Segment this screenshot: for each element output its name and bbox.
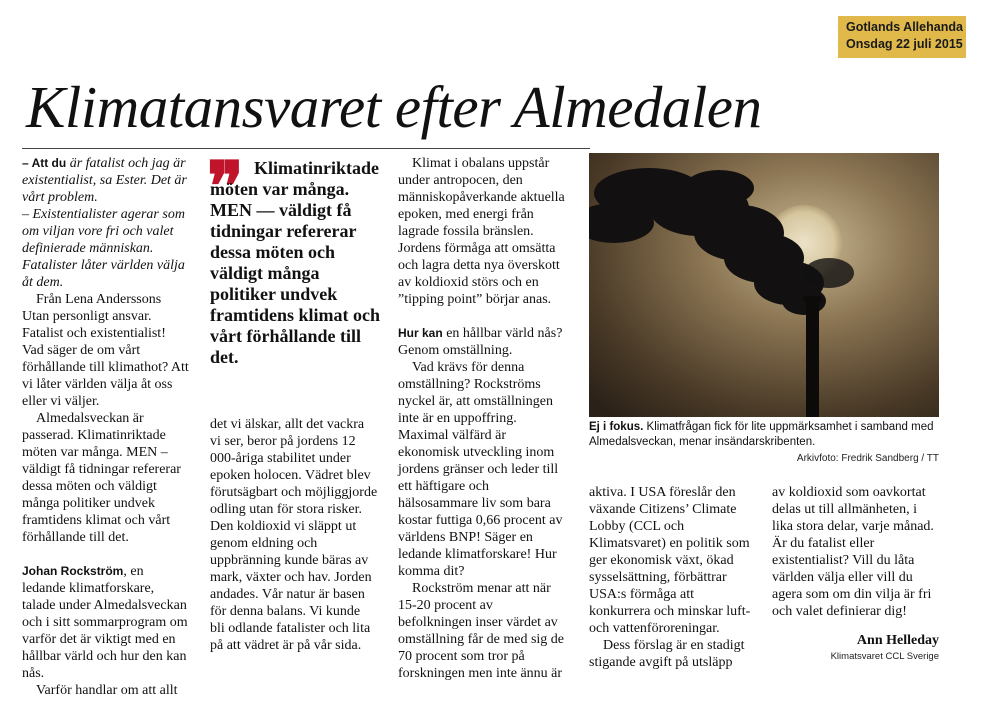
quote-mark-icon: ❞	[207, 149, 244, 225]
body-paragraph	[398, 325, 568, 359]
body-paragraph: det vi älskar, allt det vackra vi ser, beror på jordens 12 000-åriga stabilitet under epoken holocen. Vädret blev förutsägbart och möjliggjorde odling utan för stora risker. Den koldioxid vi släppt ut genom eldning och uppbränning kunde bäras av mark, växter och hav. Jorden andades. Vår natur är basen för denna balans. Vi kunde bli odlande fatalister och lita på att vädret är på vår sida.	[210, 417, 378, 653]
intro-quote-1-text: är fatalist och jag är existentialist, sa Ester. Det är vårt problem.	[22, 156, 187, 205]
masthead-paper-name: Gotlands Allehanda	[846, 20, 963, 34]
paragraph-lead: Hur kan	[398, 326, 443, 340]
body-paragraph: av koldioxid som oavkortat delas ut till allmänheten, i lika stora delar, varje månad. Är du fatalist eller existentialist? Vill du låta världen välja eller vill du agera som om din vilja är fri och valet definierar dig!	[772, 485, 934, 619]
article-headline: Klimatansvaret efter Almedalen	[26, 74, 762, 140]
body-paragraph: Från Lena Anderssons Utan personligt ansvar. Fatalist och existentialist! Vad säger de om vårt förhållande till klimathot? Att vi låter världen välja åt oss eller vi väljer.	[22, 292, 189, 409]
body-paragraph: Almedalsveckan är passerad. Klimatinriktade möten var många. MEN – väldigt få tidningar refererar dessa möten och väldigt många politiker undvek framtidens klimat och vårt förhållande till det.	[22, 411, 181, 545]
smokestack-illustration	[589, 153, 939, 417]
column-5	[772, 484, 939, 620]
paragraph-lead: Johan Rockström	[22, 564, 124, 578]
body-paragraph: Rockström menar att när 15-20 procent av befolkningen inser värdet av omställning får de med sig de 70 procent som tror på forskningen men inte ännu är	[398, 581, 565, 681]
body-paragraph: aktiva. I USA föreslår den växande Citizens’ Climate Lobby (CCL och Klimatsvaret) en politik som ger ekonomisk växt, ökad sysselsättning, förbättrar USA:s förmåga att konkurrera och minskar luft- och vattenföroreningar.	[589, 485, 751, 636]
column-3	[398, 155, 568, 682]
masthead-box	[838, 16, 966, 58]
paragraph-text: , en ledande klimatforskare, talade under Almedalsveckan och i sitt sommarprogram om varför det är viktigt med en hållbar värld och hur den kan nås.	[22, 564, 188, 681]
body-paragraph: Varför handlar om att allt	[36, 683, 178, 698]
column-2	[210, 416, 378, 654]
photo-credit: Arkivfoto: Fredrik Sandberg / TT	[796, 453, 939, 464]
author-organization: Klimatsvaret CCL Sverige	[830, 651, 939, 662]
body-paragraph: Klimat i obalans uppstår under antropocen, den människopåverkande aktuella epoken, med energi från lagrade fossila bränslen. Jordens förmåga att omsätta och lagra detta nya överskott av koldioxid störs och en ”tipping point” börjar anas.	[398, 156, 565, 307]
column-4	[589, 484, 751, 671]
pull-quote	[210, 158, 382, 368]
paragraph-text: en hållbar värld nås? Genom omställning.	[398, 326, 563, 358]
photo-caption	[589, 420, 939, 450]
smokestack-photo	[589, 153, 939, 417]
pull-quote-text: Klimatinriktade möten var många. MEN — väldigt få tidningar refererar dessa möten och väldigt många politiker undvek framtidens klimat och vårt förhållande till det.	[210, 158, 380, 367]
intro-quote-2: – Existentialister agerar som om viljan vore fri och valet definierade människan. Fatalister låter världen välja åt dem.	[22, 207, 185, 290]
column-1	[22, 155, 190, 699]
headline-rule	[22, 148, 590, 149]
intro-quote-1	[22, 155, 190, 206]
body-paragraph	[22, 563, 190, 682]
caption-text: Klimatfrågan fick för lite uppmärksamhet i samband med Almedalsveckan, menar insändarskribenten.	[589, 421, 934, 448]
caption-lead: Ej i fokus.	[589, 421, 644, 433]
masthead-date: Onsdag 22 juli 2015	[846, 37, 963, 51]
body-paragraph: Dess förslag är en stadigt stigande avgift på utsläpp	[589, 638, 745, 670]
intro-lead: – Att du	[22, 156, 67, 170]
body-paragraph: Vad krävs för denna omställning? Rockströms nyckel är, att omställningen inte är en uppoffring. Maximal välfärd är ekonomisk utveckling inom jordens gränser och leder till ett häftigare och hälsosammare liv som bara kostar futtiga 0,66 procent av världens BNP! Säger en ledande klimatforskare! Hur komma dit?	[398, 360, 563, 579]
author-signature: Ann Helleday	[856, 633, 939, 648]
